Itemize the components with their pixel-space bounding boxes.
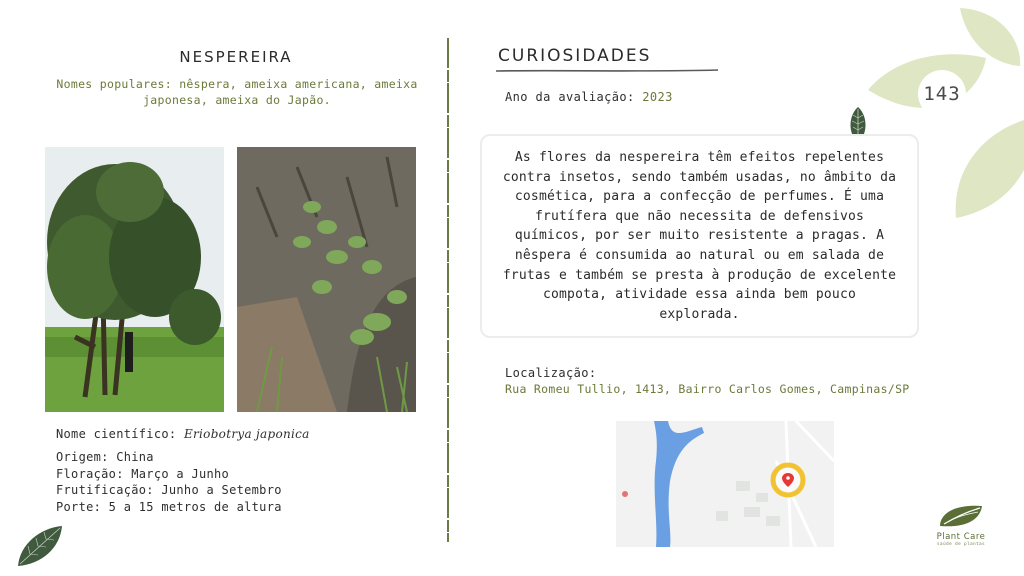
flowering-text: Floração: Março a Junho [56, 466, 230, 481]
fruiting-text: Frutificação: Junho a Setembro [56, 483, 282, 497]
curiosity-text: As flores da nespereira têm efeitos repelentes contra insetos, sendo também usadas, no âmbito da cosmética, para a confecção de perfumes. É uma frutífera que não necessita de defensivos químicos, por ser muito resistente a pragas. A nêspera é consumida ao natural ou em salada de frutas e também se presta à produção de excelente compota, atividade essa ainda bem pouco explorada. [502, 150, 897, 322]
logo-name: Plant Care [936, 532, 986, 542]
title-underline [496, 68, 718, 74]
popular-names: Nomes populares: nêspera, ameixa americana, ameixa japonesa, ameixa do Japão. [56, 77, 418, 107]
vertical-divider [446, 38, 450, 542]
plant-details [56, 449, 282, 515]
curiosities-title: CURIOSIDADES [498, 46, 652, 66]
page-number-badge: 143 [918, 70, 966, 118]
plant-care-logo [928, 502, 994, 547]
logo-tagline: saúde de plantas [936, 542, 986, 547]
location-map [616, 421, 834, 547]
scientific-name-value: Eriobotrya japonica [183, 427, 310, 441]
tree-photo [45, 147, 224, 412]
curiosity-box [480, 134, 919, 338]
year-value: 2023 [642, 90, 673, 104]
evaluation-year [505, 90, 673, 104]
scientific-name [56, 426, 310, 443]
scientific-name-label: Nome científico: [56, 427, 177, 441]
size-text: Porte: 5 a 15 metros de altura [56, 499, 282, 514]
logo-leaf-icon [936, 502, 986, 530]
location-label: Localização: [505, 366, 597, 380]
trunk-photo [237, 147, 416, 412]
location-address: Rua Romeu Tullio, 1413, Bairro Carlos Gomes, Campinas/SP [505, 382, 910, 396]
plant-title: NESPEREIRA [179, 48, 293, 66]
decorative-leaf-bottom-left [14, 524, 66, 570]
origin-text: Origem: China [56, 450, 154, 464]
year-label: Ano da avaliação: [505, 90, 635, 104]
